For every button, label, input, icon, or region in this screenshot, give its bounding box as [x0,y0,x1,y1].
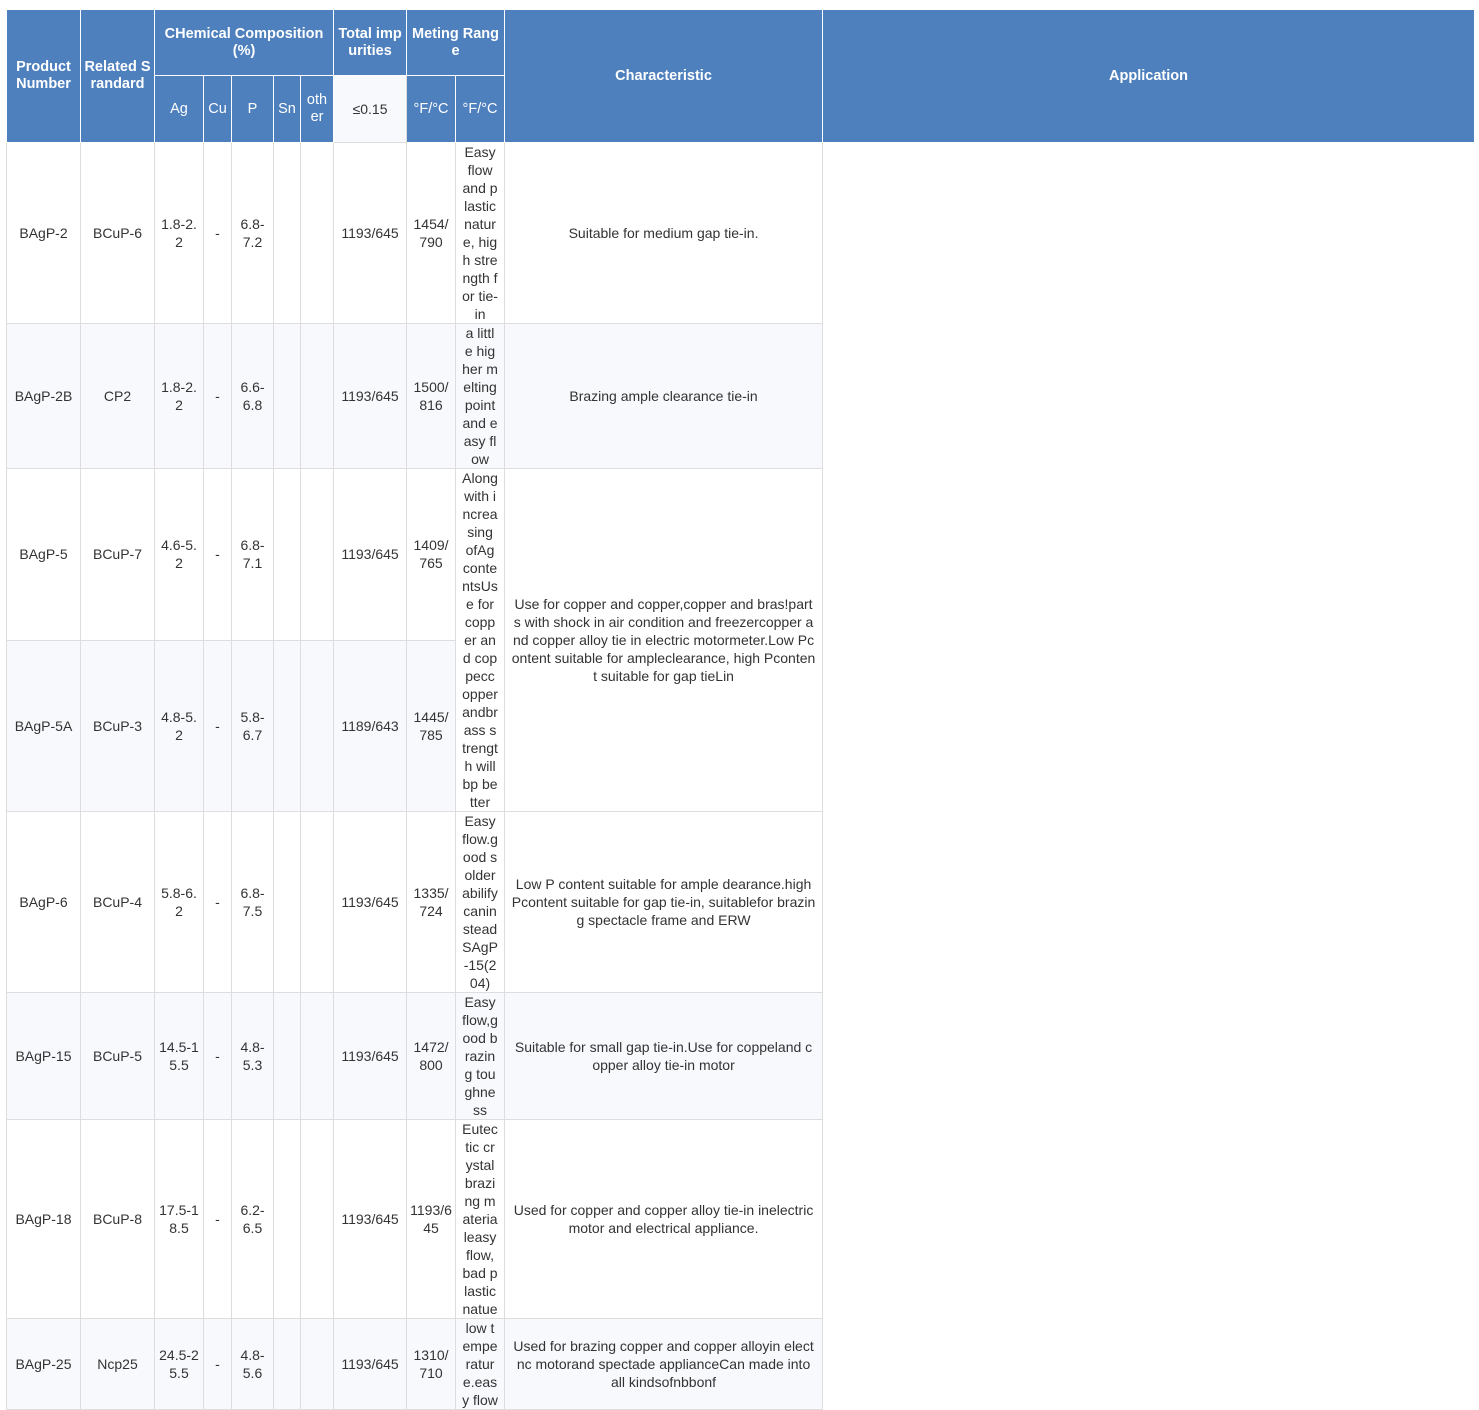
cell-temp-1: 1193/645 [334,812,407,993]
cell-application: Used for copper and copper alloy tie-in inelectric motor and electrical appliance. [505,1120,823,1319]
cell-cu: - [204,324,232,469]
header-application: Application [823,10,1475,143]
cell-application: Brazing ample clearance tie-in [505,324,823,469]
cell-standard: BCuP-3 [81,640,155,812]
cell-product: BAgP-5A [7,640,81,812]
cell-characteristic: Easy flow and plastic nature, high strength for tie-in [456,143,505,324]
cell-cu: - [204,812,232,993]
cell-temp-2: 1310/710 [407,1319,456,1410]
cell-product: BAgP-5 [7,469,81,641]
cell-standard: BCuP-7 [81,469,155,641]
cell-product: BAgP-2 [7,143,81,324]
cell-other [301,469,334,641]
cell-p: 6.2-6.5 [232,1120,274,1319]
header-temp-2: °F/°C [456,76,505,143]
cell-characteristic: low temperature.easy flow [456,1319,505,1410]
cell-temp-2: 1193/645 [407,1120,456,1319]
cell-characteristic: a little higher melting point and easy flow [456,324,505,469]
brazing-alloy-table [6,9,1475,1410]
cell-other [301,1319,334,1410]
cell-other [301,640,334,812]
header-p: P [232,76,274,143]
cell-ag: 24.5-25.5 [155,1319,204,1410]
header-characteristic: Characteristic [505,10,823,143]
cell-application: Low P content suitable for ample dearance.high Pcontent suitable for gap tie-in, suitablefor brazing spectacle frame and ERW [505,812,823,993]
cell-sn [274,812,301,993]
table-row [7,324,1475,469]
total-impurities-value: ≤0.15 [334,76,407,143]
table-row [7,469,1475,641]
cell-temp-2: 1445/785 [407,640,456,812]
table-wrapper [6,9,1474,1410]
cell-characteristic: Easy flow,good brazing toughness [456,993,505,1120]
header-melting-range: Meting Range [407,10,505,76]
cell-p: 4.8-5.3 [232,993,274,1120]
cell-temp-1: 1193/645 [334,1120,407,1319]
cell-ag: 4.8-5.2 [155,640,204,812]
cell-other [301,143,334,324]
cell-cu: - [204,1319,232,1410]
header-product-number: Product Number [7,10,81,143]
cell-ag: 1.8-2.2 [155,324,204,469]
cell-product: BAgP-2B [7,324,81,469]
cell-sn [274,1120,301,1319]
header-chemical-composition: CHemical Composition (%) [155,10,334,76]
cell-temp-1: 1189/643 [334,640,407,812]
cell-sn [274,469,301,641]
cell-ag: 1.8-2.2 [155,143,204,324]
cell-application-merged: Use for copper and copper,copper and bras!parts with shock in air condition and freezercopper and copper alloy tie in electric motormeter.Low Pcontent suitable for ampleclearance, high Pcontent suitable for gap tieLin [505,469,823,812]
cell-cu: - [204,1120,232,1319]
cell-temp-2: 1500/816 [407,324,456,469]
cell-other [301,993,334,1120]
cell-ag: 5.8-6.2 [155,812,204,993]
cell-temp-1: 1193/645 [334,993,407,1120]
cell-cu: - [204,143,232,324]
cell-p: 6.6-6.8 [232,324,274,469]
cell-product: BAgP-25 [7,1319,81,1410]
cell-sn [274,993,301,1120]
header-other: other [301,76,334,143]
cell-product: BAgP-6 [7,812,81,993]
cell-temp-2: 1409/765 [407,469,456,641]
cell-p: 4.8-5.6 [232,1319,274,1410]
cell-characteristic: Easy flow.good solderabilify caninstead SAgP-15(204) [456,812,505,993]
cell-application: Suitable for medium gap tie-in. [505,143,823,324]
cell-temp-1: 1193/645 [334,1319,407,1410]
cell-application: Used for brazing copper and copper alloyin electnc motorand spectade applianceCan made into all kindsofnbbonf [505,1319,823,1410]
cell-cu: - [204,469,232,641]
cell-temp-2: 1472/800 [407,993,456,1120]
header-ag: Ag [155,76,204,143]
header-total-impurities: Total impurities [334,10,407,76]
cell-ag: 17.5-18.5 [155,1120,204,1319]
cell-p: 6.8-7.2 [232,143,274,324]
header-sn: Sn [274,76,301,143]
header-cu: Cu [204,76,232,143]
cell-p: 6.8-7.1 [232,469,274,641]
header-temp-1: °F/°C [407,76,456,143]
cell-cu: - [204,993,232,1120]
cell-standard: BCuP-4 [81,812,155,993]
cell-cu: - [204,640,232,812]
cell-characteristic-merged: Along with increasing ofAg contentsUse for copper and coppeccopperandbrass strength will bp better [456,469,505,812]
cell-sn [274,143,301,324]
cell-temp-2: 1454/790 [407,143,456,324]
cell-temp-1: 1193/645 [334,324,407,469]
table-row [7,1319,1475,1410]
cell-ag: 4.6-5.2 [155,469,204,641]
table-row [7,143,1475,324]
cell-temp-1: 1193/645 [334,143,407,324]
cell-other [301,324,334,469]
cell-product: BAgP-15 [7,993,81,1120]
cell-standard: BCuP-8 [81,1120,155,1319]
cell-standard: CP2 [81,324,155,469]
cell-application: Suitable for small gap tie-in.Use for coppeland copper alloy tie-in motor [505,993,823,1120]
cell-standard: Ncp25 [81,1319,155,1410]
cell-product: BAgP-18 [7,1120,81,1319]
cell-sn [274,324,301,469]
cell-sn [274,640,301,812]
table-row [7,993,1475,1120]
cell-other [301,1120,334,1319]
cell-standard: BCuP-5 [81,993,155,1120]
cell-temp-1: 1193/645 [334,469,407,641]
cell-p: 5.8-6.7 [232,640,274,812]
table-row [7,812,1475,993]
cell-characteristic: Eutectic crystalbrazing materialeasy flow, bad plastic natue [456,1120,505,1319]
cell-ag: 14.5-15.5 [155,993,204,1120]
cell-sn [274,1319,301,1410]
header-related-standard: Related Srandard [81,10,155,143]
cell-p: 6.8-7.5 [232,812,274,993]
cell-other [301,812,334,993]
cell-standard: BCuP-6 [81,143,155,324]
cell-temp-2: 1335/724 [407,812,456,993]
table-row [7,1120,1475,1319]
